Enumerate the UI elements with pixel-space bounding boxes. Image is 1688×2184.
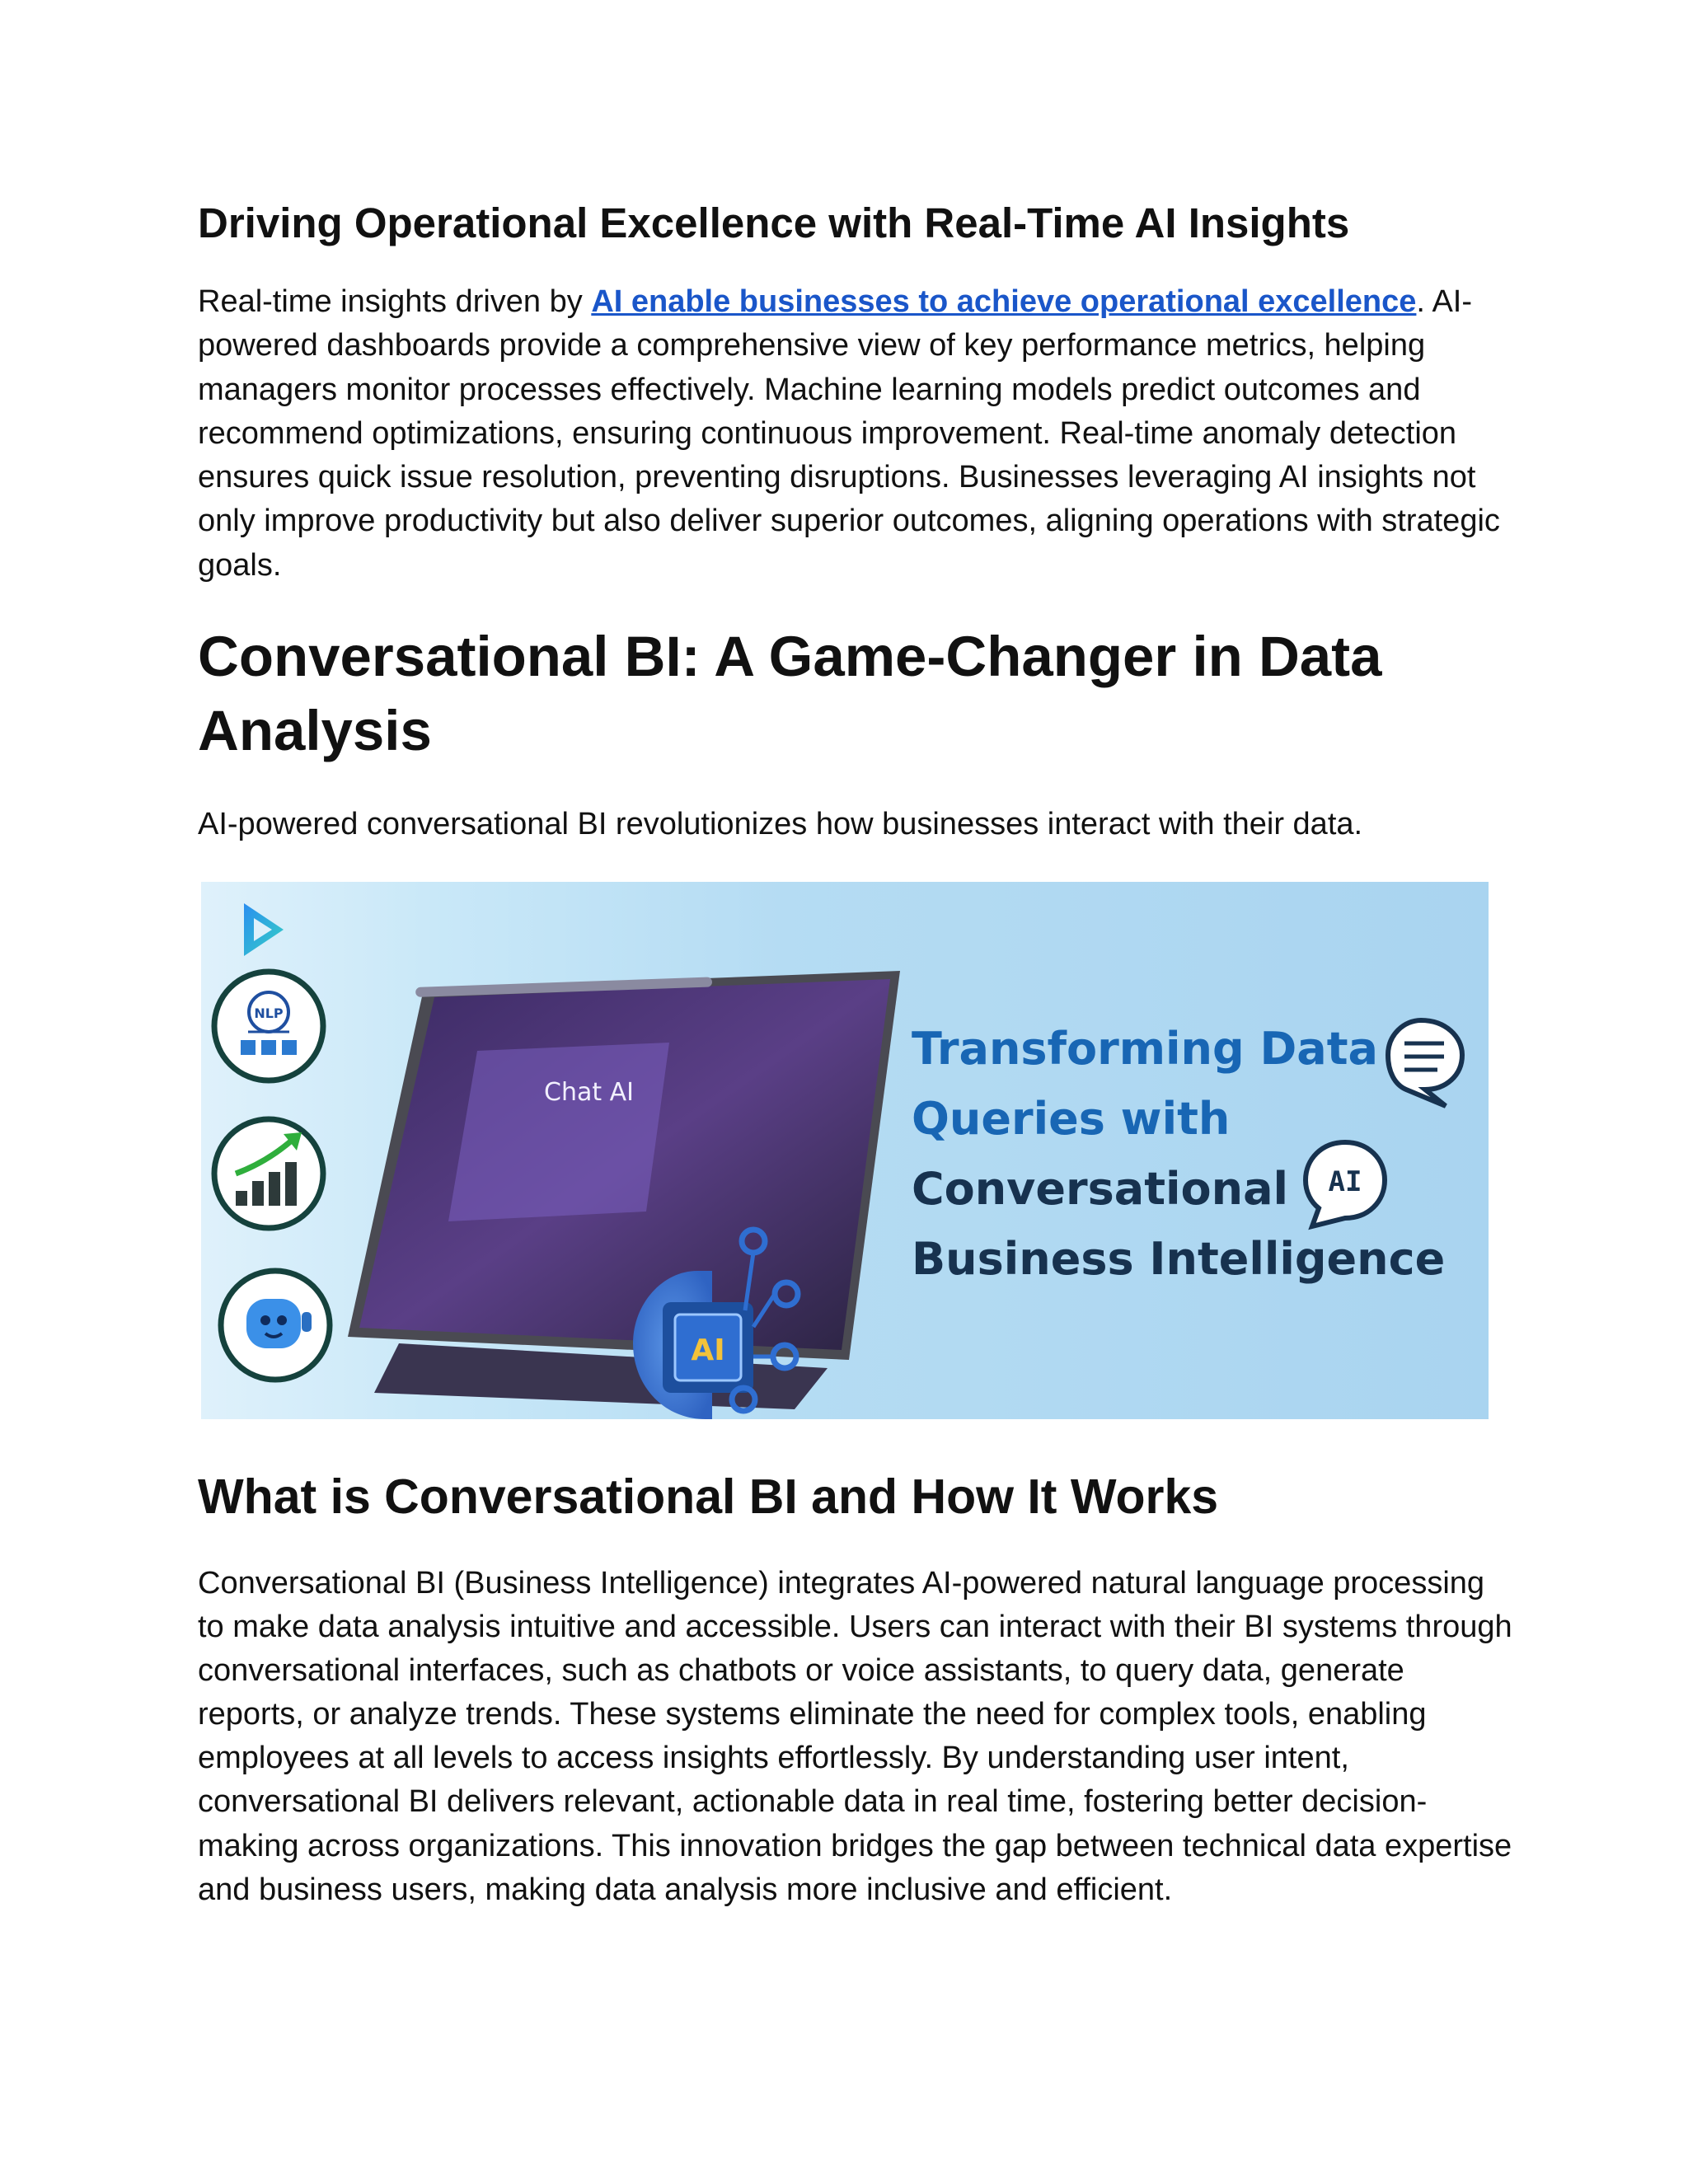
- nlp-icon: [214, 972, 323, 1080]
- banner-title: [912, 1014, 1489, 1294]
- banner-title-line-2: Queries with: [912, 1093, 1231, 1145]
- ai-bubble-label: AI: [1328, 1165, 1362, 1198]
- growth-chart-icon: [214, 1119, 323, 1228]
- paragraph-conversational-bi-intro: AI-powered conversational BI revolutionizes how businesses interact with their data.: [198, 807, 1363, 841]
- operational-excellence-link[interactable]: AI enable businesses to achieve operational excellence: [591, 284, 1417, 319]
- paragraph-what-is-conversational-bi: Conversational BI (Business Intelligence) integrates AI-powered natural language processing to make data analysis intuitive and accessible. Users can interact with their BI systems through conversational interfaces, such as chatbots or voice assistants, to query data, generate reports, or analyze trends. These systems eliminate the need for complex tools, enabling employees at all levels to access insights effortlessly. By understanding user intent, conversational BI delivers relevant, actionable data in real time, fostering better decision-making across organizations. This innovation bridges the gap between technical data expertise and business users, making data analysis more inclusive and efficient.: [198, 1566, 1512, 1907]
- brand-logo-icon: [244, 903, 284, 956]
- banner-title-line-3: Conversational: [912, 1163, 1289, 1215]
- section-heading-operational-excellence: Driving Operational Excellence with Real-Time AI Insights: [198, 199, 1350, 246]
- conversational-bi-banner-image: [201, 882, 1489, 1419]
- chat-ai-label: Chat AI: [544, 1078, 635, 1107]
- laptop-screen-image: [348, 971, 900, 1409]
- ai-chip-label: AI: [691, 1333, 725, 1367]
- paragraph-intro: Real-time insights driven by: [198, 284, 592, 319]
- paragraph-operational-excellence: [198, 280, 1500, 588]
- chatbot-icon: [221, 1271, 330, 1380]
- section-heading-conversational-bi: Conversational BI: A Game-Changer in Data Analysis: [198, 625, 1382, 762]
- banner-title-line-4: Business Intelligence: [912, 1233, 1446, 1285]
- nlp-label: NLP: [254, 1005, 284, 1021]
- paragraph-body: . AI-powered dashboards provide a comprehensive view of key performance metrics, helping managers monitor processes effectively. Machine learning models predict outcomes and recommend optimizations, ensuring continuous improvement. Real-time anomaly detection ensures quick issue resolution, preventing disruptions. Businesses leveraging AI insights not only improve productivity but also deliver superior outcomes, aligning operations with strategic goals.: [198, 284, 1500, 583]
- section-heading-what-is-conversational-bi: What is Conversational BI and How It Works: [198, 1469, 1219, 1524]
- banner-title-line-1: Transforming Data: [912, 1023, 1378, 1075]
